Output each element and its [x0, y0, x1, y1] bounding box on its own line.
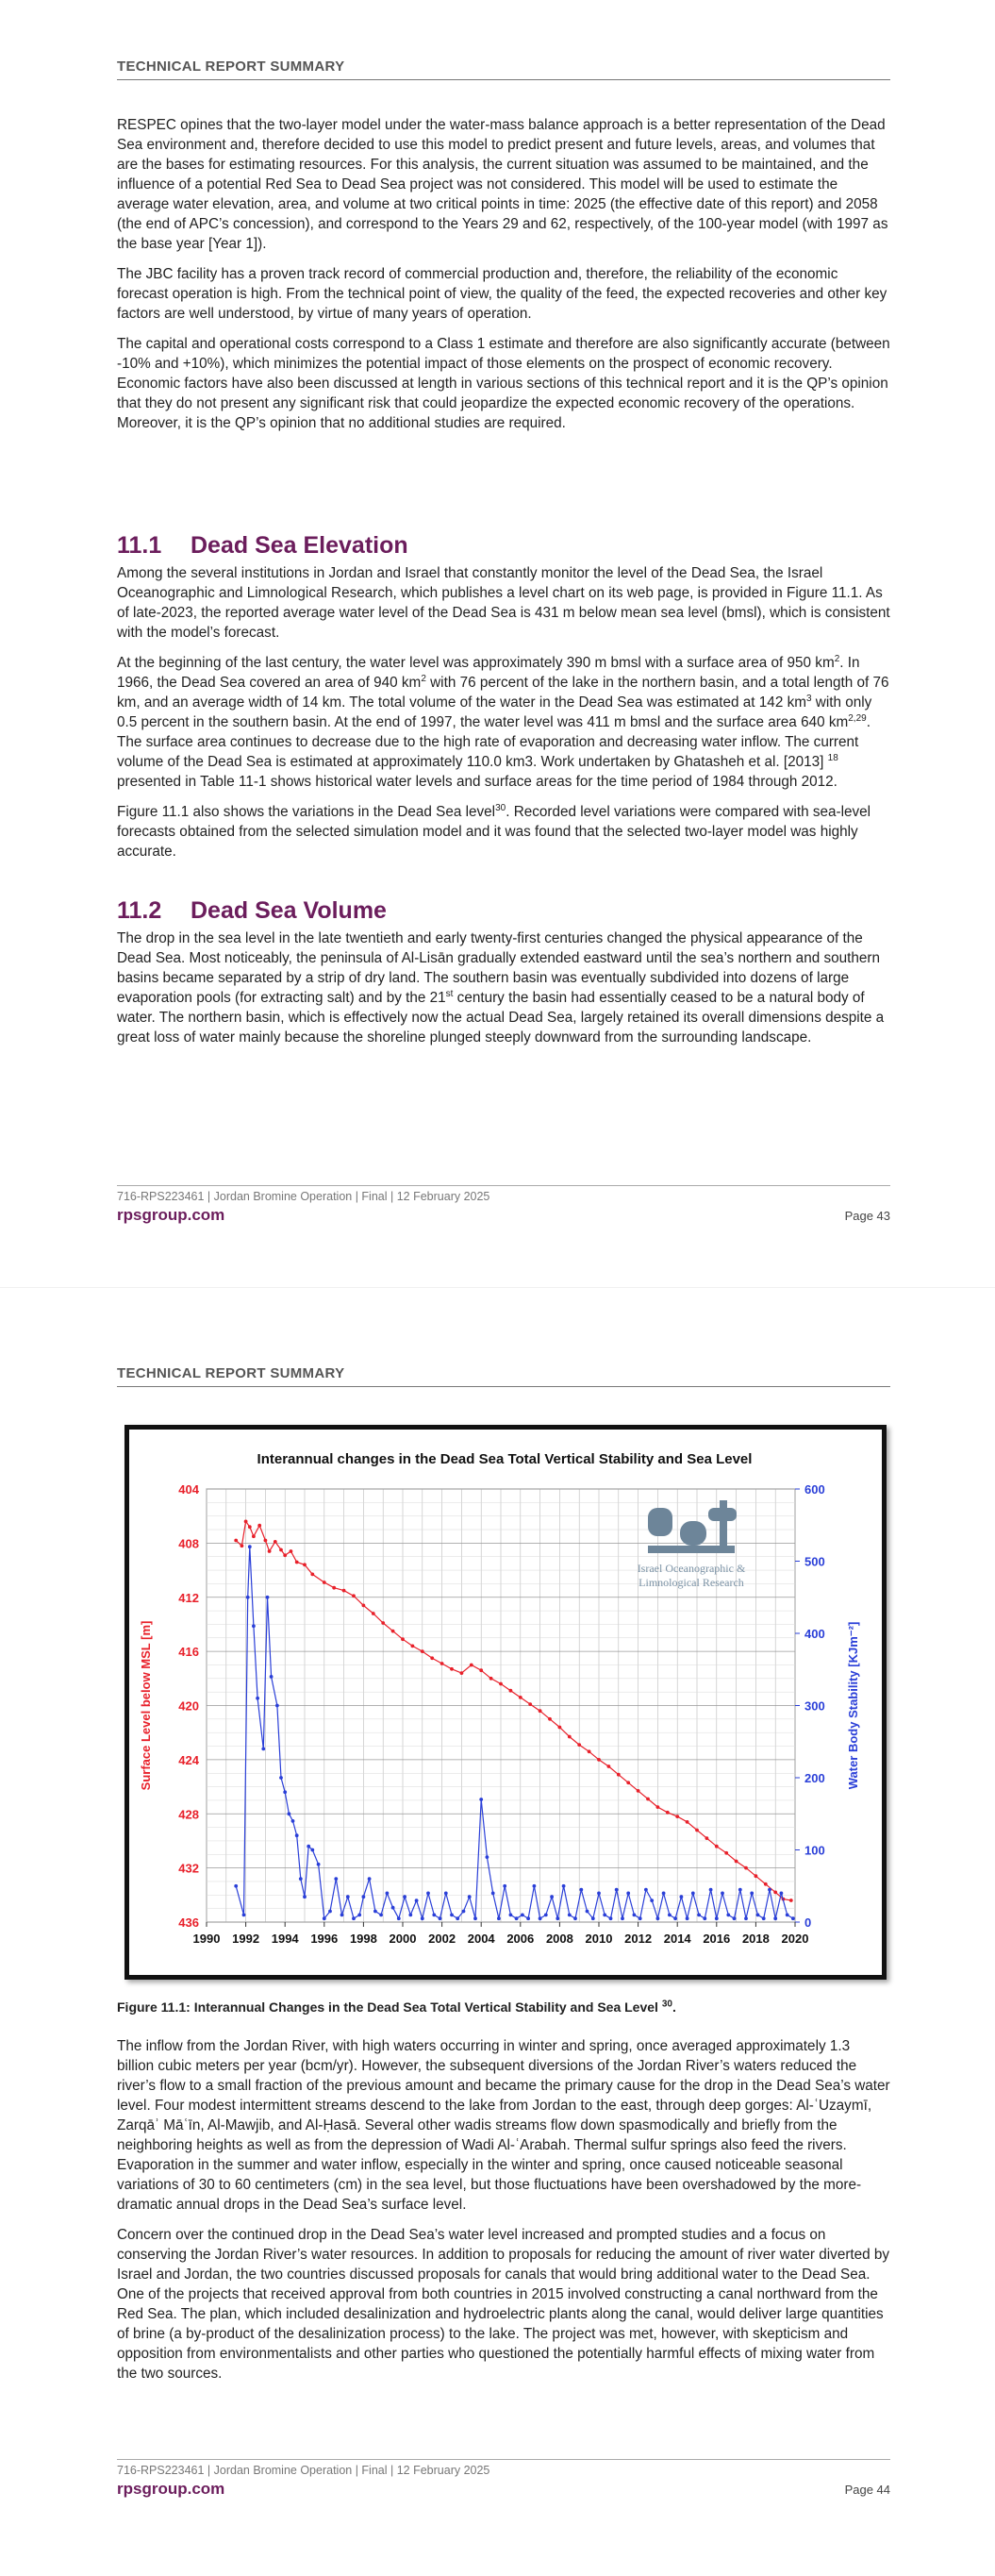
data-point-level	[401, 1637, 405, 1641]
data-point-stability	[533, 1884, 537, 1888]
x-tick-label: 1992	[232, 1932, 260, 1946]
data-point-stability	[408, 1914, 412, 1917]
data-point-stability	[266, 1596, 270, 1599]
data-point-stability	[503, 1884, 506, 1888]
x-tick-label: 1990	[192, 1932, 221, 1946]
section-heading	[117, 532, 890, 559]
data-point-level	[252, 1534, 256, 1538]
data-point-stability	[556, 1916, 559, 1920]
y-left-tick-label: 412	[178, 1590, 199, 1605]
data-point-stability	[703, 1916, 706, 1920]
paragraph: The capital and operational costs correspond to a Class 1 estimate and therefore are also significantly accurate (between -10% and +10%), which minimizes the potential impact of those elements on the prospect of economic recovery. Economic factors have also been discussed at length in various sections of this technical report and it is the QP’s opinion that they do not present any significant risk that could jeopardize the expected economic recovery of the operations. Moreover, it is the QP’s opinion that no additional studies are required.	[117, 336, 890, 431]
paragraph: At the beginning of the last century, the water level was approximately 390 m bmsl with a surface area of 950 $km^2$. In 1966, the Dead Sea covered an area of 940 $km^2$ with 76 percent of the lake in the northern basin, and a total length of 76 km, and an average width of 14 km. The total volume of the water in the Dead Sea was estimated at 142 $km^3$ with only 0.5 percent in the southern basin. At the end of 1997, the water level was 411 m bmsl and the surface area 640 km$^{2,29}$. The surface area continues to decrease due to the high rate of evaporation and decreasing water inflow. The current volume of the Dead Sea is estimated at approximately 110.0 km3. Work undertaken by Ghatasheh et al. [2013] $^{18}$ presented in Table 11-1 shows historical water levels and surface areas for the time period of 1984 through 2012.	[117, 653, 889, 790]
data-point-stability	[252, 1624, 256, 1628]
data-point-stability	[780, 1892, 784, 1896]
data-point-level	[323, 1581, 326, 1584]
data-point-stability	[597, 1892, 601, 1896]
data-point-stability	[791, 1916, 795, 1920]
data-point-level	[773, 1891, 777, 1895]
y-right-tick-label: 0	[804, 1915, 812, 1930]
data-point-level	[617, 1773, 621, 1777]
data-point-stability	[573, 1916, 577, 1920]
data-point-stability	[295, 1833, 299, 1837]
data-point-stability	[346, 1895, 350, 1899]
x-tick-label: 2018	[741, 1932, 770, 1946]
data-point-stability	[397, 1916, 401, 1920]
data-point-level	[295, 1561, 299, 1564]
footer-site-link[interactable]: rpsgroup.com	[117, 1206, 225, 1224]
x-tick-label: 1996	[310, 1932, 339, 1946]
data-point-level	[695, 1829, 699, 1832]
data-point-stability	[526, 1916, 530, 1920]
data-point-level	[675, 1815, 679, 1818]
data-point-level	[666, 1811, 670, 1815]
data-point-stability	[562, 1884, 566, 1888]
data-point-level	[460, 1671, 464, 1675]
data-point-stability	[603, 1914, 606, 1917]
logo-mark	[720, 1500, 727, 1547]
data-point-stability	[621, 1916, 624, 1920]
data-point-level	[509, 1689, 513, 1693]
data-point-stability	[275, 1704, 279, 1708]
x-tick-label: 2010	[585, 1932, 613, 1946]
data-point-level	[755, 1874, 758, 1878]
data-point-level	[430, 1656, 434, 1660]
y-left-axis-title: Surface Level below MSL [m]	[139, 1620, 153, 1791]
data-point-stability	[479, 1798, 483, 1801]
y-right-tick-label: 100	[804, 1843, 825, 1858]
page-number: Page 44	[844, 2483, 890, 2497]
y-left-tick-label: 432	[178, 1861, 199, 1876]
data-point-stability	[242, 1914, 246, 1917]
data-point-level	[528, 1702, 532, 1706]
data-point-stability	[352, 1916, 356, 1920]
data-point-stability	[491, 1892, 495, 1896]
data-point-stability	[768, 1888, 771, 1892]
data-point-stability	[473, 1916, 477, 1920]
data-point-stability	[432, 1914, 436, 1917]
data-point-stability	[756, 1914, 760, 1917]
y-right-tick-label: 400	[804, 1627, 825, 1641]
data-point-level	[268, 1549, 272, 1553]
data-point-level	[244, 1520, 248, 1524]
x-tick-label: 2016	[703, 1932, 731, 1946]
data-point-stability	[340, 1914, 344, 1917]
data-point-level	[310, 1573, 314, 1577]
paragraph: The drop in the sea level in the late twentieth and early twenty-first centuries changed the physical appearance of the Dead Sea. Most noticeably, the peninsula of Al-Lisān gradually extended eastward until the sea’s northern and southern basins became separated by a strip of dry land. The southern basin was eventually subdivided into dozens of large evaporation pools (for extracting salt) and by the 21st century the basin had essentially ceased to be a natural body of water. The northern basin, which is effectively now the actual Dead Sea, largely retained its overall dimensions despite a great loss of water mainly because the shoreline plunged steeply downward from the surrounding landscape.	[117, 930, 885, 1045]
data-point-stability	[328, 1910, 332, 1914]
x-tick-label: 2020	[781, 1932, 809, 1946]
y-left-tick-label: 404	[178, 1482, 199, 1497]
data-point-level	[558, 1726, 562, 1730]
data-point-stability	[721, 1892, 724, 1896]
data-point-level	[362, 1604, 366, 1608]
data-point-stability	[307, 1845, 310, 1848]
data-point-level	[764, 1882, 768, 1886]
data-point-stability	[426, 1892, 430, 1896]
y-right-axis-title: Water Body Stability [KJm⁻²]	[846, 1621, 860, 1790]
data-point-level	[724, 1851, 728, 1855]
data-point-stability	[362, 1895, 366, 1899]
data-point-stability	[709, 1888, 713, 1892]
x-tick-label: 2004	[467, 1932, 495, 1946]
logo-mark	[648, 1546, 735, 1553]
data-point-stability	[403, 1895, 406, 1899]
data-point-stability	[521, 1914, 524, 1917]
data-point-stability	[391, 1906, 395, 1910]
x-tick-label: 2012	[624, 1932, 653, 1946]
data-point-stability	[591, 1916, 595, 1920]
data-point-stability	[450, 1914, 454, 1917]
data-point-stability	[633, 1914, 637, 1917]
data-point-stability	[680, 1895, 684, 1899]
data-point-stability	[715, 1916, 719, 1920]
data-point-stability	[750, 1892, 754, 1896]
data-point-stability	[762, 1916, 766, 1920]
chart-svg	[129, 1430, 882, 1975]
logo-text: Israel Oceanographic &	[637, 1562, 746, 1575]
data-point-stability	[733, 1916, 737, 1920]
data-point-level	[607, 1765, 611, 1768]
paragraph: The inflow from the Jordan River, with high waters occurring in winter and spring, once averaged approximately 1.3 billion cubic meters per year (bcm/yr). However, the subsequent diversions of the Jordan River’s waters reduced the river’s flow to a small fraction of the previous amount and became the primary cause for the drop in the Dead Sea’s water level. Four modest intermittent streams descend to the lake from Jordan to the east, through deep gorges: Al-ʿUzaymī, Zarqāʾ Māʿīn, Al-Mawjib, and Al-Ḥasā. Several other wadis streams flow down spasmodically and briefly from the neighboring heights as well as from the depression of Wadi Al-ʿArabah. Thermal sulfur springs also feed the rivers. Evaporation in the summer and water inflow, especially in the winter and spring, once caused noticeable seasonal variations of 30 to 60 centimeters (cm) in the sea level, but those fluctuations have been overshadowed by the more-dramatic annual drops in the Dead Sea’s surface level.	[117, 2038, 890, 2213]
data-point-stability	[691, 1892, 695, 1896]
x-tick-label: 2006	[506, 1932, 535, 1946]
data-point-stability	[323, 1916, 326, 1920]
data-point-level	[274, 1540, 277, 1544]
data-point-stability	[550, 1895, 554, 1899]
data-point-level	[234, 1539, 238, 1543]
data-point-stability	[246, 1596, 250, 1599]
data-point-stability	[497, 1916, 501, 1920]
data-point-level	[248, 1525, 252, 1529]
section-number: 11.1	[117, 532, 162, 559]
data-point-stability	[334, 1877, 338, 1881]
data-point-level	[342, 1589, 346, 1593]
data-point-level	[279, 1548, 283, 1552]
logo-mark	[680, 1521, 706, 1546]
y-right-tick-label: 500	[804, 1554, 825, 1569]
data-point-stability	[444, 1892, 448, 1896]
data-point-level	[744, 1866, 748, 1870]
data-point-stability	[291, 1819, 295, 1823]
data-point-stability	[256, 1697, 259, 1700]
x-tick-label: 1998	[349, 1932, 377, 1946]
data-point-stability	[415, 1899, 419, 1902]
data-point-stability	[738, 1888, 742, 1892]
figure-caption: Figure 11.1: Interannual Changes in the Dead Sea Total Vertical Stability and Sea Level $^{30}$.	[117, 1999, 676, 2015]
data-point-level	[597, 1758, 601, 1762]
data-point-level	[372, 1612, 375, 1615]
data-point-stability	[456, 1916, 459, 1920]
data-point-stability	[373, 1910, 377, 1914]
x-tick-label: 2008	[545, 1932, 573, 1946]
data-point-stability	[421, 1916, 424, 1920]
y-right-tick-label: 300	[804, 1698, 825, 1714]
section-title: Dead Sea Elevation	[191, 532, 408, 559]
data-point-level	[352, 1594, 356, 1597]
data-point-stability	[303, 1895, 307, 1899]
page44-text	[117, 2036, 890, 2394]
y-right-tick-label: 600	[804, 1482, 825, 1497]
data-point-stability	[568, 1914, 572, 1917]
data-point-stability	[299, 1877, 303, 1881]
data-point-level	[411, 1645, 415, 1648]
data-point-level	[626, 1781, 630, 1784]
data-point-level	[303, 1563, 307, 1566]
data-point-stability	[368, 1877, 372, 1881]
data-point-level	[789, 1899, 793, 1902]
paragraph: Figure 11.1 also shows the variations in the Dead Sea level$^{30}$. Recorded level variations were compared with sea-level forecasts obtained from the selected simulation model and it was found that the selected two-layer model was highly accurate.	[117, 802, 871, 860]
section-heading	[117, 897, 890, 924]
section-title: Dead Sea Volume	[191, 897, 387, 924]
x-tick-label: 2014	[663, 1932, 691, 1946]
chart-title: Interannual changes in the Dead Sea Total Vertical Stability and Sea Level	[257, 1451, 753, 1467]
data-point-level	[479, 1668, 483, 1672]
data-point-level	[440, 1662, 444, 1665]
data-point-level	[705, 1836, 709, 1840]
footer-reference: 716-RPS223461 | Jordan Bromine Operation | Final | 12 February 2025	[117, 2464, 490, 2477]
section-11-1	[117, 532, 890, 872]
data-point-level	[391, 1630, 395, 1633]
data-point-stability	[773, 1916, 777, 1920]
y-left-tick-label: 416	[178, 1645, 199, 1660]
data-point-stability	[786, 1914, 789, 1917]
report-header: TECHNICAL REPORT SUMMARY	[117, 1365, 890, 1387]
data-point-stability	[379, 1914, 383, 1917]
data-point-stability	[544, 1914, 548, 1917]
x-tick-label: 2002	[428, 1932, 456, 1946]
data-point-stability	[726, 1914, 730, 1917]
data-point-level	[290, 1549, 293, 1553]
y-right-tick-label: 200	[804, 1771, 825, 1785]
data-point-stability	[626, 1892, 630, 1896]
data-point-stability	[386, 1892, 390, 1896]
data-point-stability	[486, 1855, 489, 1859]
paragraph: The JBC facility has a proven track record of commercial production and, therefore, the reliability of the economic forecast operation is high. From the technical point of view, the quality of the feed, the expected recoveries and other key factors are well understood, by virtue of many years of operation.	[117, 266, 887, 322]
data-point-level	[470, 1664, 473, 1667]
paragraph: RESPEC opines that the two-layer model under the water-mass balance approach is a better representation of the Dead Sea environment and, therefore decided to use this model to predict present and future levels, areas, and volumes that are the bases for estimating resources. For this analysis, the current situation was assumed to be maintained, and the influence of a potential Red Sea to Dead Sea project was not considered. This model will be used to estimate the average water elevation, area, and volume at two critical points in time: 2025 (the effective date of this report) and 2058 (the end of APC’s concession), and correspond to the Years 29 and 62, respectively, of the 100-year model (with 1997 as the base year [Year 1]).	[117, 117, 888, 252]
data-point-level	[283, 1553, 287, 1557]
y-left-tick-label: 424	[178, 1752, 199, 1767]
data-point-level	[715, 1845, 719, 1848]
data-point-level	[637, 1789, 640, 1793]
data-point-level	[548, 1717, 552, 1721]
data-point-stability	[638, 1916, 642, 1920]
figure-frame	[124, 1425, 887, 1980]
data-point-stability	[279, 1776, 283, 1780]
footer-reference: 716-RPS223461 | Jordan Bromine Operation | Final | 12 February 2025	[117, 1190, 490, 1203]
report-header: TECHNICAL REPORT SUMMARY	[117, 59, 890, 80]
data-point-level	[519, 1696, 522, 1699]
data-point-stability	[234, 1884, 238, 1888]
data-point-stability	[310, 1848, 314, 1852]
data-point-level	[686, 1820, 689, 1824]
data-point-stability	[261, 1748, 265, 1751]
data-point-stability	[673, 1916, 677, 1920]
paragraph: Concern over the continued drop in the Dead Sea’s water level increased and prompted studies and a focus on conserving the Jordan River’s water resources. In addition to proposals for reducing the amount of river water diverted by Israel and Jordan, the two countries discussed proposals for canals that would bring additional water to the Dead Sea. One of the projects that received approval from both countries in 2015 involved constructing a canal northward from the Red Sea. The plan, which included desalinization and hydroelectric plants along the canal, would deliver large quantities of brine (a by-product of the desalinization process) to the lake. The project was met, however, with skepticism and opposition from environmentalists and other parties who questioned the potentially harmful effects of mixing water from the two sources.	[117, 2227, 890, 2382]
data-point-stability	[615, 1888, 619, 1892]
logo-mark	[648, 1508, 672, 1536]
data-point-stability	[539, 1916, 542, 1920]
data-point-stability	[686, 1916, 689, 1920]
data-point-stability	[668, 1914, 672, 1917]
data-point-level	[421, 1649, 424, 1653]
data-point-stability	[439, 1916, 442, 1920]
data-point-stability	[317, 1863, 321, 1866]
page-footer	[117, 2459, 890, 2499]
data-point-stability	[288, 1812, 291, 1815]
y-left-tick-label: 436	[178, 1915, 199, 1930]
section-11-2	[117, 897, 890, 1058]
data-point-stability	[248, 1545, 252, 1548]
data-point-stability	[283, 1790, 287, 1794]
data-point-stability	[650, 1899, 654, 1902]
data-point-level	[539, 1709, 542, 1713]
data-point-stability	[270, 1675, 274, 1679]
page-number: Page 43	[844, 1209, 890, 1223]
y-left-tick-label: 408	[178, 1536, 199, 1551]
page-footer	[117, 1185, 890, 1225]
data-point-level	[499, 1682, 503, 1686]
x-tick-label: 1994	[271, 1932, 299, 1946]
paragraph: Among the several institutions in Jordan and Israel that constantly monitor the level of the Dead Sea, the Israel Oceanographic and Limnological Research, which publishes a level chart on its web page, is provided in Figure 11.1. As of late-2023, the reported average water level of the Dead Sea is 431 m below mean sea level (bmsl), which is consistent with the model’s forecast.	[117, 565, 890, 641]
data-point-stability	[609, 1916, 613, 1920]
data-point-stability	[462, 1910, 466, 1914]
page-44	[0, 1288, 995, 2576]
logo-text: Limnological Research	[638, 1576, 744, 1589]
data-point-level	[588, 1749, 591, 1753]
data-point-stability	[515, 1916, 519, 1920]
intro-text	[117, 115, 890, 443]
data-point-level	[489, 1677, 493, 1681]
data-point-stability	[697, 1914, 701, 1917]
data-point-stability	[509, 1914, 513, 1917]
data-point-level	[577, 1743, 581, 1747]
data-point-stability	[468, 1895, 472, 1899]
data-point-stability	[644, 1888, 648, 1892]
data-point-stability	[744, 1916, 748, 1920]
data-point-stability	[357, 1914, 361, 1917]
data-point-level	[257, 1524, 261, 1528]
x-tick-label: 2000	[389, 1932, 417, 1946]
data-point-level	[568, 1735, 572, 1739]
data-point-level	[450, 1667, 454, 1671]
data-point-level	[332, 1586, 336, 1590]
data-point-level	[656, 1805, 660, 1809]
section-number: 11.2	[117, 897, 162, 924]
footer-site-link[interactable]: rpsgroup.com	[117, 2480, 225, 2498]
data-point-level	[735, 1860, 738, 1864]
data-point-level	[264, 1539, 268, 1543]
y-left-tick-label: 428	[178, 1807, 199, 1822]
data-point-level	[240, 1544, 244, 1547]
data-point-stability	[656, 1916, 660, 1920]
data-point-level	[381, 1621, 385, 1625]
data-point-level	[646, 1798, 650, 1801]
data-point-stability	[662, 1892, 666, 1896]
data-point-stability	[579, 1888, 583, 1892]
y-left-tick-label: 420	[178, 1698, 199, 1714]
data-point-stability	[586, 1910, 589, 1914]
